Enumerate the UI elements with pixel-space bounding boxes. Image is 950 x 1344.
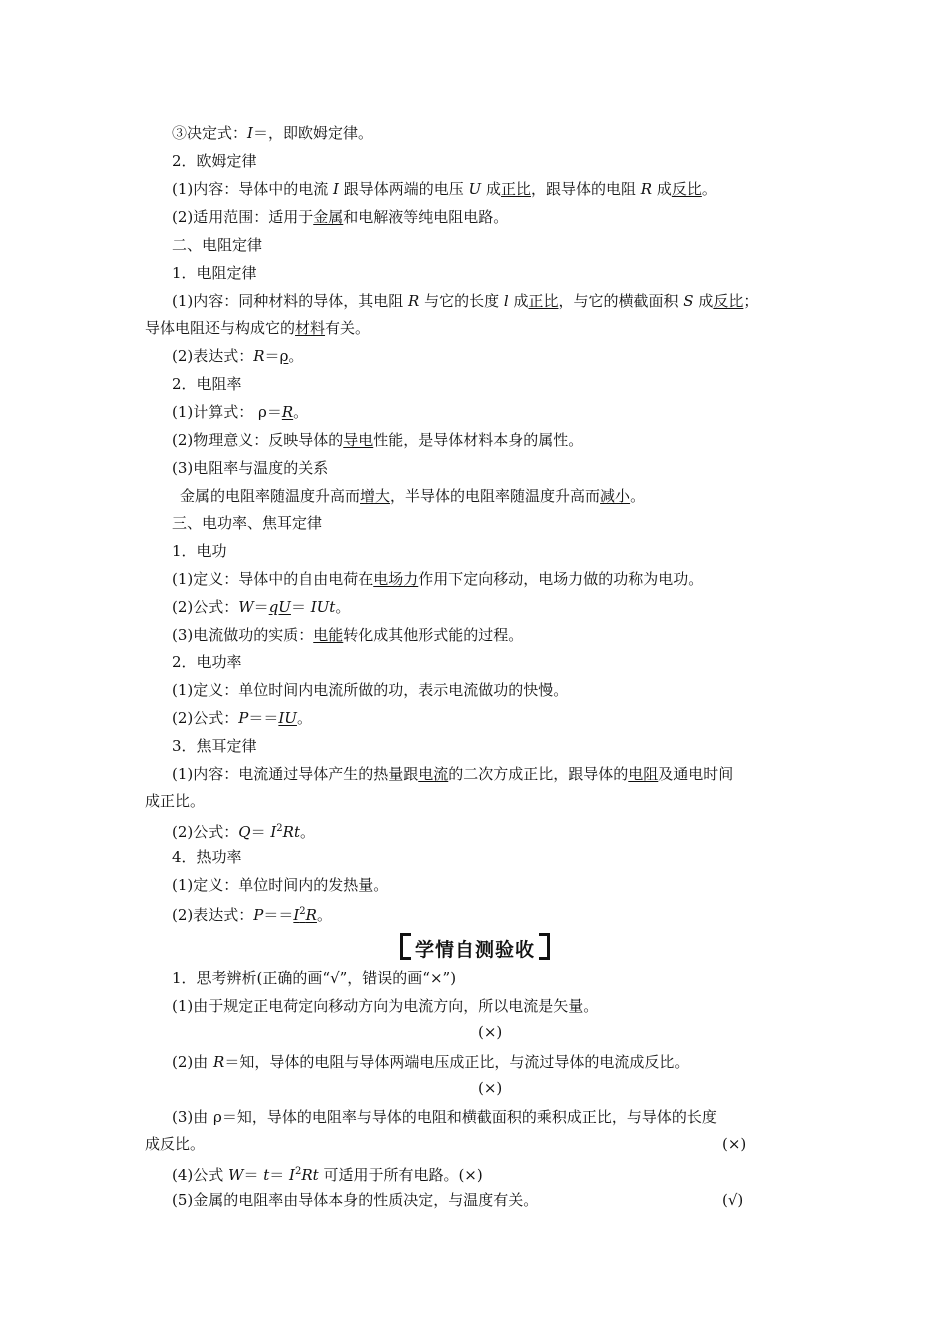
text: 与它的长度 [419, 292, 504, 310]
text: ； [743, 292, 759, 310]
text: (1)内容：导体中的电流 [172, 180, 334, 198]
answer-blank: 电流 [418, 765, 449, 783]
answer-blank: 反比 [671, 180, 702, 198]
answer-mark: (√) [722, 1191, 744, 1209]
text: ＝ [253, 598, 269, 616]
variable: R [213, 1053, 225, 1071]
variable: I [247, 124, 253, 142]
question-item-continued: 成反比。 [145, 1135, 206, 1153]
text: 导体电阻还与构成它的 [145, 319, 296, 337]
text-line [172, 179, 717, 199]
text: 。 [293, 403, 309, 421]
answer-mark: (×) [478, 1079, 503, 1097]
text: 。 [316, 906, 332, 924]
answer-mark: (×) [722, 1135, 747, 1153]
text: 。 [296, 709, 312, 727]
text: 跟导体两端的电压 [338, 180, 469, 198]
text: ＝ [264, 347, 280, 365]
section-heading: 2．电功率 [172, 653, 242, 671]
section-banner-title: 学情自测验收 [414, 939, 535, 961]
answer-blank: 金属 [313, 208, 344, 226]
text: 性能，是导体材料本身的属性。 [373, 431, 584, 449]
answer-blank: 电能 [313, 626, 344, 644]
text: (2)适用范围：适用于 [172, 208, 314, 226]
variable: l [503, 292, 509, 310]
variable: W [228, 1166, 244, 1184]
text: 及通电时间 [658, 765, 734, 783]
answer-mark: (×) [478, 1023, 503, 1041]
text: 。 [288, 347, 304, 365]
variable: W [238, 598, 254, 616]
text-line: (3)电阻率与温度的关系 [172, 459, 329, 477]
section-heading: 二、电阻定律 [172, 236, 263, 254]
answer-blank: 正比 [500, 180, 531, 198]
text: 。 [701, 180, 717, 198]
question-item: (1)由于规定正电荷定向移动方向为电流方向，所以电流是矢量。 [172, 997, 599, 1015]
text: (2)公式： [172, 709, 239, 727]
text: (4)公式 [172, 1166, 229, 1184]
text: 。 [299, 823, 315, 841]
section-heading: 3．焦耳定律 [172, 737, 257, 755]
section-banner [0, 933, 950, 962]
answer-blank: 增大 [360, 487, 391, 505]
text-line [172, 625, 523, 645]
answer-blank: R [281, 403, 294, 421]
text: 和电解液等纯电阻电路。 [343, 208, 509, 226]
right-bracket-icon [539, 933, 550, 960]
text: ＝＝ [263, 906, 294, 924]
variable: S [683, 292, 694, 310]
text-line [172, 819, 315, 842]
answer-blank: ρ [279, 347, 289, 365]
text: (2)公式： [172, 598, 239, 616]
variable: Rt [301, 1166, 319, 1184]
text: 有关。 [325, 319, 371, 337]
answer-blank: I [293, 906, 300, 924]
variable: I [333, 180, 339, 198]
section-heading: 1．电功 [172, 542, 227, 560]
text: ＝＝ [248, 709, 279, 727]
section-heading: 2．电阻率 [172, 375, 242, 393]
text-line [172, 902, 332, 925]
text-line [172, 402, 308, 422]
text: 成 [481, 180, 501, 198]
text-line [172, 346, 303, 366]
text-line [172, 597, 350, 617]
variable: R [253, 347, 265, 365]
text: (1)计算式： ρ＝ [172, 403, 282, 421]
text-line [172, 207, 508, 227]
exponent: 2 [276, 823, 283, 834]
variable: Q [238, 823, 251, 841]
section-heading: 三、电功率、焦耳定律 [172, 514, 323, 532]
text-line: 成正比。 [145, 792, 206, 810]
text: (2)表达式： [172, 347, 254, 365]
text: ，与它的横截面积 [558, 292, 684, 310]
text: ＝ [243, 1166, 264, 1184]
text: 转化成其他形式能的过程。 [343, 626, 524, 644]
section-heading: 2．欧姆定律 [172, 152, 257, 170]
answer-blank: 电阻 [628, 765, 659, 783]
variable: P [253, 906, 264, 924]
text: 可适用于所有电路。(×) [318, 1166, 483, 1184]
variable: I [270, 823, 277, 841]
answer-blank: 电场力 [373, 570, 419, 588]
text: (2)由 [172, 1053, 214, 1071]
variable: t [263, 1166, 270, 1184]
question-heading: 1．思考辨析(正确的画“√”，错误的画“×”) [172, 969, 457, 987]
text: ③决定式： [172, 124, 248, 142]
text: 金属的电阻率随温度升高而 [180, 487, 361, 505]
text: ，跟导体的电阻 [530, 180, 641, 198]
text: (1)内容：同种材料的导体，其电阻 [172, 292, 409, 310]
text: 成 [508, 292, 529, 310]
text-line [145, 318, 370, 338]
text: (1)定义：导体中的自由电荷在 [172, 570, 374, 588]
left-bracket-icon [400, 933, 411, 960]
text-line: (1)定义：单位时间内的发热量。 [172, 876, 389, 894]
text: (3)电流做功的实质： [172, 626, 314, 644]
text-line: (1)定义：单位时间内电流所做的功，表示电流做功的快慢。 [172, 681, 569, 699]
answer-blank: 材料 [295, 319, 326, 337]
text-line [172, 291, 758, 311]
text: (2)公式： [172, 823, 239, 841]
answer-blank: 导电 [343, 431, 374, 449]
text: (2)表达式： [172, 906, 254, 924]
variable: Rt [282, 823, 300, 841]
text: 成 [652, 180, 672, 198]
variable: R [408, 292, 420, 310]
variable: R [640, 180, 653, 198]
text: 作用下定向移动，电场力做的功称为电功。 [418, 570, 704, 588]
text: ＝ [290, 598, 311, 616]
variable: IUt [310, 598, 336, 616]
text-line [172, 430, 583, 450]
question-item: (5)金属的电阻率由导体本身的性质决定，与温度有关。 [172, 1191, 539, 1209]
answer-blank: 减小 [600, 487, 631, 505]
answer-blank: 反比 [713, 292, 744, 310]
text-line [172, 708, 312, 728]
answer-blank: IU [278, 709, 297, 727]
section-heading: 1．电阻定律 [172, 264, 257, 282]
variable: I [289, 1166, 295, 1184]
text: (2)物理意义：反映导体的 [172, 431, 344, 449]
text: ＝知，导体的电阻与导体两端电压成正比，与流过导体的电流成反比。 [224, 1053, 690, 1071]
variable: U [468, 180, 482, 198]
exponent: 2 [294, 1166, 302, 1177]
text: 。 [335, 598, 351, 616]
answer-blank: 正比 [528, 292, 559, 310]
exponent: 2 [299, 906, 306, 917]
text-line [172, 764, 733, 784]
text: 成 [693, 292, 714, 310]
text: (1)内容：电流通过导体产生的热量跟 [172, 765, 419, 783]
text-line [180, 486, 645, 506]
text: ＝ [250, 823, 271, 841]
answer-blank: R [305, 906, 317, 924]
text: 。 [630, 487, 646, 505]
text: ，半导体的电阻率随温度升高而 [390, 487, 601, 505]
variable: P [238, 709, 249, 727]
question-item [172, 1052, 689, 1072]
text-line [172, 569, 703, 589]
text: 的二次方成正比，跟导体的 [448, 765, 629, 783]
answer-blank: qU [268, 598, 291, 616]
question-item: (3)由 ρ＝知，导体的电阻率与导体的电阻和横截面积的乘积成正比，与导体的长度 [172, 1108, 717, 1126]
text-line [172, 123, 373, 143]
text: ＝，即欧姆定律。 [252, 124, 373, 142]
text: ＝ [269, 1166, 290, 1184]
section-heading: 4．热功率 [172, 848, 242, 866]
question-item [172, 1162, 483, 1185]
